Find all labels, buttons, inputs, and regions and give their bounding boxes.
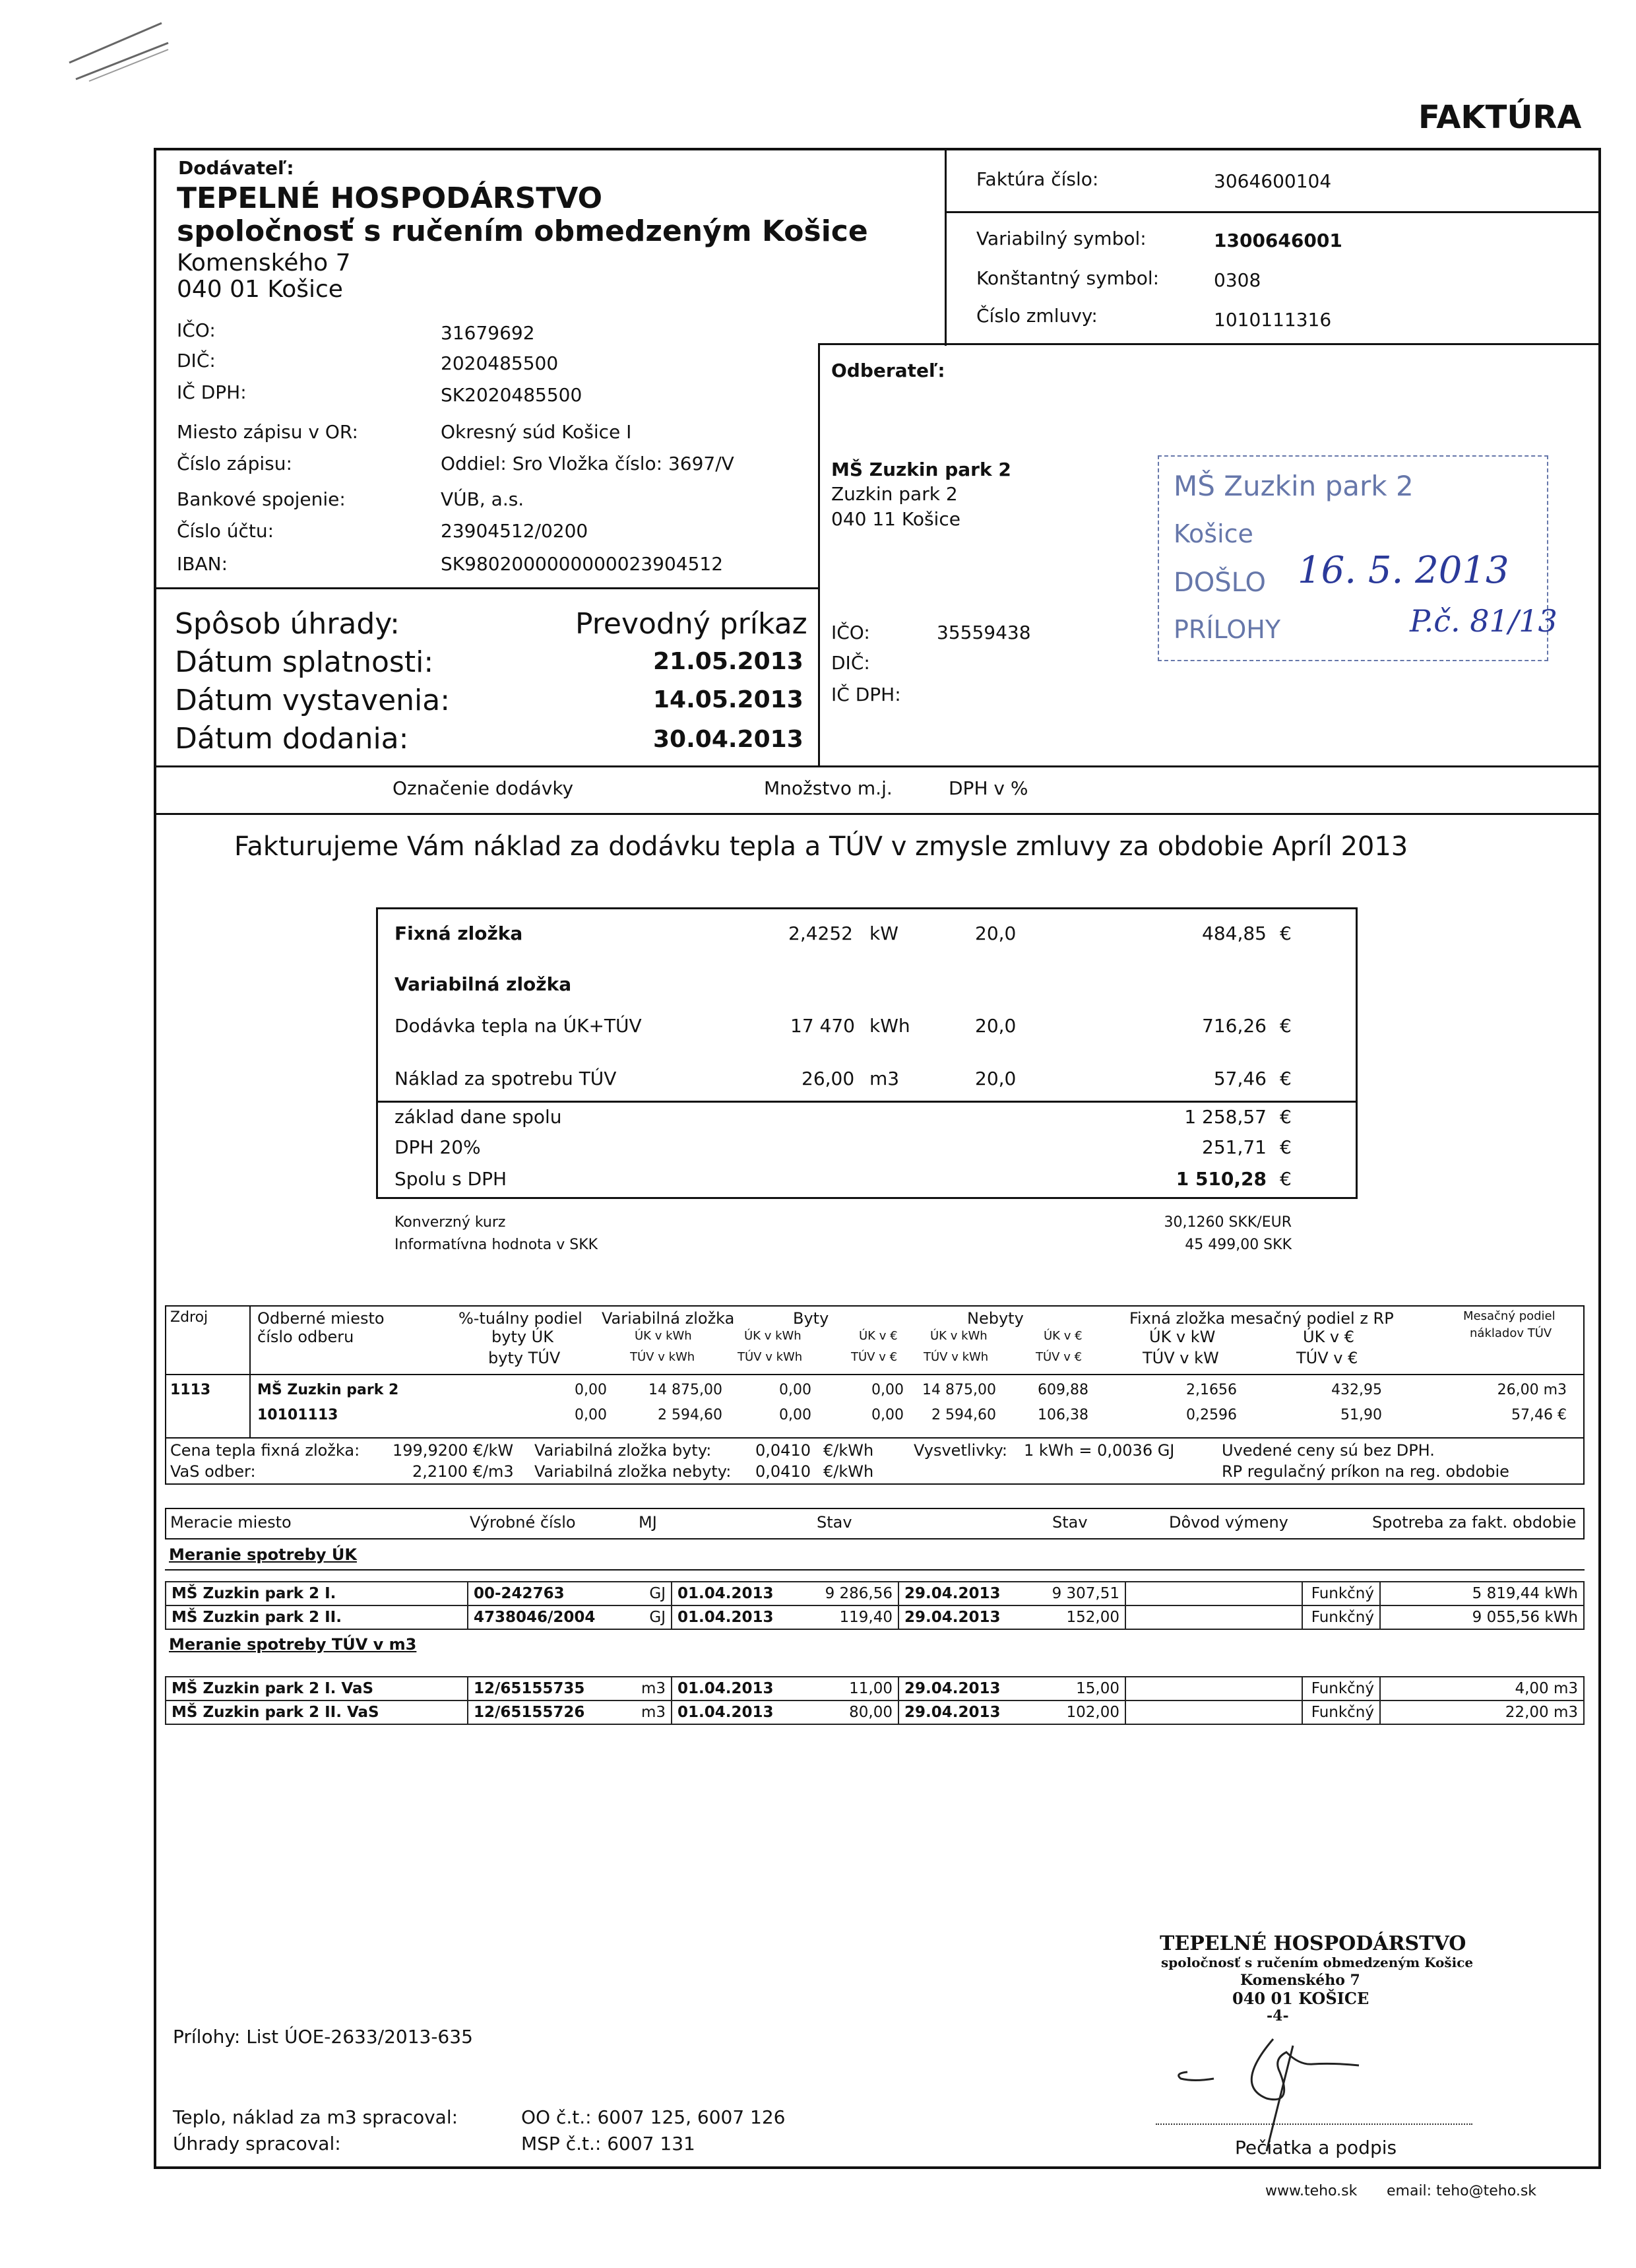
payment-method: Prevodný príkaz xyxy=(575,607,807,641)
meter-serial: 12/65155735 xyxy=(468,1677,634,1701)
detail-header: ÚK v € xyxy=(1303,1328,1355,1346)
vat-label: DPH 20% xyxy=(394,1136,481,1158)
detail-header: Nebyty xyxy=(967,1309,1024,1328)
detail-cell: 0,00 xyxy=(871,1407,904,1423)
item-unit: kW xyxy=(869,923,898,944)
supplier-city: 040 01 Košice xyxy=(177,276,343,303)
customer-ico: 35559438 xyxy=(937,622,1031,643)
contract-number: 1010111316 xyxy=(1214,309,1332,331)
detail-header: Zdroj xyxy=(170,1309,208,1326)
meter-unit: GJ xyxy=(634,1605,672,1629)
meter-consumption: 22,00 m3 xyxy=(1380,1701,1584,1724)
meters-col: Dôvod výmeny xyxy=(1169,1513,1288,1532)
item-label: Fixná zložka xyxy=(394,923,523,944)
supplier-field-label: IBAN: xyxy=(177,553,228,575)
invoice-description: Fakturujeme Vám náklad za dodávku tepla a TÚV v zmysle zmluvy za obdobie Apríl 2013 xyxy=(234,831,1408,862)
supplier-label: Dodávateľ: xyxy=(178,157,294,179)
item-label: Variabilná zložka xyxy=(394,973,572,995)
processed-value: OO č.t.: 6007 125, 6007 126 xyxy=(521,2106,786,2128)
explain-value: 1 kWh = 0,0036 GJ xyxy=(1024,1441,1175,1460)
meter-unit: m3 xyxy=(634,1701,672,1724)
item-amount: 716,26 xyxy=(1202,1015,1267,1037)
detail-header: ÚK v € xyxy=(1044,1329,1083,1343)
customer-icdph-label: IČ DPH: xyxy=(831,684,901,705)
currency: € xyxy=(1280,1168,1292,1190)
detail-header: TÚV v kW xyxy=(1143,1349,1219,1367)
const-symbol: 0308 xyxy=(1214,269,1261,291)
email: email: teho@teho.sk xyxy=(1387,2183,1537,2199)
price-value: 0,0410 xyxy=(755,1462,811,1481)
item-vat: 20,0 xyxy=(975,923,1017,944)
detail-cell: 2 594,60 xyxy=(931,1407,996,1423)
supplier-field-label: DIČ: xyxy=(177,350,216,372)
supplier-name-2: spoločnosť s ručením obmedzeným Košice xyxy=(177,214,868,248)
meter-status: Funkčný xyxy=(1302,1677,1380,1701)
meter-consumption: 5 819,44 kWh xyxy=(1380,1582,1584,1605)
meters-section-water: Meranie spotreby TÚV v m3 xyxy=(169,1635,417,1654)
invoice-number-label: Faktúra číslo: xyxy=(976,168,1099,190)
base-label: základ dane spolu xyxy=(394,1106,562,1128)
detail-cell: 0,00 xyxy=(871,1382,904,1398)
supplier-name: TEPELNÉ HOSPODÁRSTVO xyxy=(177,181,603,215)
detail-place: MŠ Zuzkin park 2 xyxy=(257,1382,399,1398)
detail-header: Fixná zložka mesačný podiel z RP xyxy=(1129,1309,1394,1328)
meters-col: Stav xyxy=(1052,1513,1088,1532)
table-row xyxy=(166,1605,1584,1629)
meter-status: Funkčný xyxy=(1302,1701,1380,1724)
invoice-number: 3064600104 xyxy=(1214,170,1332,192)
detail-header: TÚV v kWh xyxy=(630,1350,695,1364)
seal-line: TEPELNÉ HOSPODÁRSTVO xyxy=(1160,1932,1466,1955)
document-title: FAKTÚRA xyxy=(1418,99,1582,136)
total-amount: 1 510,28 xyxy=(1176,1168,1267,1190)
vat-amount: 251,71 xyxy=(1202,1136,1267,1158)
item-vat: 20,0 xyxy=(975,1015,1017,1037)
detail-header: %-tuálny podiel xyxy=(458,1309,582,1328)
seal-line: Komenského 7 xyxy=(1240,1972,1360,1989)
customer-street: Zuzkin park 2 xyxy=(831,483,958,505)
detail-header: TÚV v € xyxy=(1296,1349,1358,1367)
processed-value: MSP č.t.: 6007 131 xyxy=(521,2133,695,2155)
detail-cell: 0,00 xyxy=(575,1382,607,1398)
meter-reason xyxy=(1125,1582,1302,1605)
supplier-field-label: Bankové spojenie: xyxy=(177,488,346,510)
currency: € xyxy=(1280,1015,1292,1037)
meter-date-to: 29.04.2013 xyxy=(898,1677,1015,1701)
detail-header: TÚV v kWh xyxy=(924,1350,989,1364)
detail-header: ÚK v € xyxy=(859,1329,898,1343)
meter-reason xyxy=(1125,1677,1302,1701)
meter-consumption: 4,00 m3 xyxy=(1380,1677,1584,1701)
detail-header: Mesačný podiel xyxy=(1463,1309,1556,1323)
meter-serial: 00-242763 xyxy=(468,1582,634,1605)
supplier-field-value: 2020485500 xyxy=(441,352,559,374)
customer-dic-label: DIČ: xyxy=(831,652,870,674)
detail-header: nákladov TÚV xyxy=(1470,1326,1552,1340)
detail-cell: 0,2596 xyxy=(1186,1407,1237,1423)
detail-cell: 0,00 xyxy=(779,1382,811,1398)
customer-ico-label: IČO: xyxy=(831,622,870,643)
total-label: Spolu s DPH xyxy=(394,1168,507,1190)
table-row xyxy=(166,1582,1584,1605)
detail-header: Variabilná zložka xyxy=(602,1309,735,1328)
scribble-mark xyxy=(63,16,175,89)
seal-line: -4- xyxy=(1267,2007,1289,2025)
const-symbol-label: Konštantný symbol: xyxy=(976,267,1160,289)
detail-cell: 26,00 m3 xyxy=(1497,1382,1567,1398)
detail-cell: 609,88 xyxy=(1038,1382,1088,1398)
detail-cell: 14 875,00 xyxy=(922,1382,996,1398)
item-qty: 2,4252 xyxy=(788,923,853,944)
meter-place: MŠ Zuzkin park 2 II. VaS xyxy=(166,1701,468,1724)
detail-cell: 2 594,60 xyxy=(658,1407,722,1423)
detail-header: TÚV v € xyxy=(851,1350,898,1364)
supplier-field-label: IČO: xyxy=(177,319,216,341)
stamp-signature-label: Pečiatka a podpis xyxy=(1235,2137,1397,2158)
item-label: Náklad za spotrebu TÚV xyxy=(394,1068,617,1089)
processed-label: Teplo, náklad za m3 spracoval: xyxy=(173,2106,458,2128)
base-amount: 1 258,57 xyxy=(1184,1106,1267,1128)
supplier-field-label: Číslo účtu: xyxy=(177,520,274,542)
meters-col: MJ xyxy=(639,1513,657,1532)
detail-source: 1113 xyxy=(170,1382,211,1398)
meter-serial: 12/65155726 xyxy=(468,1701,634,1724)
price-value: 199,9200 €/kW xyxy=(393,1441,514,1460)
meter-unit: GJ xyxy=(634,1582,672,1605)
item-amount: 57,46 xyxy=(1213,1068,1267,1089)
customer-name: MŠ Zuzkin park 2 xyxy=(831,459,1011,480)
contract-label: Číslo zmluvy: xyxy=(976,305,1098,327)
var-symbol-label: Variabilný symbol: xyxy=(976,228,1147,249)
detail-header: Byty xyxy=(793,1309,829,1328)
meter-serial: 4738046/2004 xyxy=(468,1605,634,1629)
detail-header: číslo odberu xyxy=(257,1328,354,1346)
item-vat: 20,0 xyxy=(975,1068,1017,1089)
stamp-line: Košice xyxy=(1174,519,1253,548)
received-stamp xyxy=(1158,455,1557,661)
meters-col: Stav xyxy=(817,1513,852,1532)
note: RP regulačný príkon na reg. obdobie xyxy=(1222,1462,1509,1481)
detail-cell: 57,46 € xyxy=(1511,1407,1567,1423)
meter-state-from: 11,00 xyxy=(788,1677,898,1701)
detail-header: ÚK v kWh xyxy=(635,1329,692,1343)
detail-header: byty TÚV xyxy=(488,1349,561,1367)
price-label: Variabilná zložka nebyty: xyxy=(534,1462,732,1481)
meters-section-heat: Meranie spotreby ÚK xyxy=(169,1545,357,1564)
col-designation: Označenie dodávky xyxy=(393,777,574,799)
rate-value: 30,1260 SKK/EUR xyxy=(1164,1214,1292,1231)
detail-header: TÚV v € xyxy=(1036,1350,1083,1364)
meter-date-from: 01.04.2013 xyxy=(672,1582,788,1605)
detail-cell: 51,90 xyxy=(1340,1407,1382,1423)
detail-cell: 14 875,00 xyxy=(648,1382,722,1398)
table-row xyxy=(166,1701,1584,1724)
price-label: Variabilná zložka byty: xyxy=(534,1441,712,1460)
supplier-field-label: IČ DPH: xyxy=(177,381,247,403)
meter-consumption: 9 055,56 kWh xyxy=(1380,1605,1584,1629)
detail-cell: 106,38 xyxy=(1038,1407,1088,1423)
price-value: 0,0410 xyxy=(755,1441,811,1460)
stamp-ref: P.č. 81/13 xyxy=(1410,603,1557,639)
item-qty: 26,00 xyxy=(802,1068,855,1089)
detail-cell: 0,00 xyxy=(779,1407,811,1423)
meters-col: Výrobné číslo xyxy=(470,1513,576,1532)
issue-date: 14.05.2013 xyxy=(653,686,803,713)
customer-label: Odberateľ: xyxy=(831,360,945,381)
detail-place-number: 10101113 xyxy=(257,1407,338,1423)
meter-date-from: 01.04.2013 xyxy=(672,1677,788,1701)
note: Uvedené ceny sú bez DPH. xyxy=(1222,1441,1435,1460)
explain-label: Vysvetlivky: xyxy=(914,1441,1007,1460)
meter-state-to: 9 307,51 xyxy=(1015,1582,1125,1605)
detail-cell: 0,00 xyxy=(575,1407,607,1423)
meter-reason xyxy=(1125,1701,1302,1724)
detail-cell: 2,1656 xyxy=(1186,1382,1237,1398)
meter-status: Funkčný xyxy=(1302,1582,1380,1605)
col-quantity: Množstvo m.j. xyxy=(764,777,893,799)
meter-state-from: 119,40 xyxy=(788,1605,898,1629)
item-unit: m3 xyxy=(869,1068,900,1089)
item-qty: 17 470 xyxy=(790,1015,855,1037)
currency: € xyxy=(1280,1068,1292,1089)
item-label: Dodávka tepla na ÚK+TÚV xyxy=(394,1015,642,1037)
meter-state-to: 152,00 xyxy=(1015,1605,1125,1629)
meter-date-to: 29.04.2013 xyxy=(898,1701,1015,1724)
processed-label: Úhrady spracoval: xyxy=(173,2133,341,2155)
item-amount: 484,85 xyxy=(1202,923,1267,944)
rate-label: Konverzný kurz xyxy=(394,1214,506,1231)
meter-place: MŠ Zuzkin park 2 I. xyxy=(166,1582,468,1605)
supplier-field-value: Okresný súd Košice I xyxy=(441,421,632,443)
meter-place: MŠ Zuzkin park 2 I. VaS xyxy=(166,1677,468,1701)
price-value: 2,2100 €/m3 xyxy=(412,1462,514,1481)
col-vat: DPH v % xyxy=(949,777,1028,799)
price-label: Cena tepla fixná zložka: xyxy=(170,1441,360,1460)
supplier-field-value: 31679692 xyxy=(441,322,535,344)
delivery-date-label: Dátum dodania: xyxy=(175,722,409,756)
price-label: VaS odber: xyxy=(170,1462,256,1481)
meter-unit: m3 xyxy=(634,1677,672,1701)
due-date-label: Dátum splatnosti: xyxy=(175,645,434,679)
info-value: 45 499,00 SKK xyxy=(1185,1237,1292,1253)
issue-date-label: Dátum vystavenia: xyxy=(175,684,451,717)
price-unit: €/kWh xyxy=(823,1462,874,1481)
detail-header: ÚK v kWh xyxy=(930,1329,988,1343)
meter-date-from: 01.04.2013 xyxy=(672,1701,788,1724)
meter-place: MŠ Zuzkin park 2 II. xyxy=(166,1605,468,1629)
detail-header: ÚK v kWh xyxy=(744,1329,802,1343)
customer-city: 040 11 Košice xyxy=(831,508,960,530)
currency: € xyxy=(1280,1106,1292,1128)
meters-col: Meracie miesto xyxy=(170,1513,292,1532)
stamp-line: DOŠLO xyxy=(1174,567,1267,598)
meter-state-from: 80,00 xyxy=(788,1701,898,1724)
supplier-field-value: 23904512/0200 xyxy=(441,520,588,542)
delivery-date: 30.04.2013 xyxy=(653,726,803,753)
currency: € xyxy=(1280,1136,1292,1158)
meter-reason xyxy=(1125,1605,1302,1629)
supplier-street: Komenského 7 xyxy=(177,249,351,276)
detail-cell: 432,95 xyxy=(1331,1382,1382,1398)
meter-state-to: 15,00 xyxy=(1015,1677,1125,1701)
currency: € xyxy=(1280,923,1292,944)
table-row xyxy=(166,1677,1584,1701)
due-date: 21.05.2013 xyxy=(653,648,803,675)
meter-state-to: 102,00 xyxy=(1015,1701,1125,1724)
website: www.teho.sk xyxy=(1265,2183,1358,2199)
price-unit: €/kWh xyxy=(823,1441,874,1460)
supplier-field-label: Číslo zápisu: xyxy=(177,453,292,474)
meter-date-to: 29.04.2013 xyxy=(898,1582,1015,1605)
payment-method-label: Spôsob úhrady: xyxy=(175,607,400,641)
meter-state-from: 9 286,56 xyxy=(788,1582,898,1605)
meter-date-from: 01.04.2013 xyxy=(672,1605,788,1629)
meter-date-to: 29.04.2013 xyxy=(898,1605,1015,1629)
detail-header: Odberné miesto xyxy=(257,1309,385,1328)
seal-line: spoločnosť s ručením obmedzeným Košice xyxy=(1161,1955,1474,1970)
supplier-field-value: Oddiel: Sro Vložka číslo: 3697/V xyxy=(441,453,734,474)
stamp-line: PRÍLOHY xyxy=(1174,615,1281,644)
detail-header: TÚV v kWh xyxy=(738,1350,803,1364)
supplier-field-value: SK9802000000000023904512 xyxy=(441,553,724,575)
detail-header: byty ÚK xyxy=(491,1328,553,1346)
detail-header: ÚK v kW xyxy=(1149,1328,1216,1346)
info-label: Informatívna hodnota v SKK xyxy=(394,1237,598,1253)
supplier-field-value: SK2020485500 xyxy=(441,384,582,406)
item-unit: kWh xyxy=(869,1015,910,1037)
meters-col: Spotreba za fakt. obdobie xyxy=(1372,1513,1577,1532)
supplier-field-value: VÚB, a.s. xyxy=(441,488,524,510)
meter-status: Funkčný xyxy=(1302,1605,1380,1629)
supplier-field-label: Miesto zápisu v OR: xyxy=(177,421,358,443)
meters-table-water xyxy=(165,1676,1585,1725)
var-symbol: 1300646001 xyxy=(1214,230,1342,251)
stamp-date: 16. 5. 2013 xyxy=(1298,549,1509,592)
stamp-line: MŠ Zuzkin park 2 xyxy=(1174,470,1414,502)
attachments: Prílohy: List ÚOE-2633/2013-635 xyxy=(173,2026,473,2048)
meters-table-heat xyxy=(165,1581,1585,1630)
seal-line: 040 01 KOŠICE xyxy=(1232,1989,1369,2008)
